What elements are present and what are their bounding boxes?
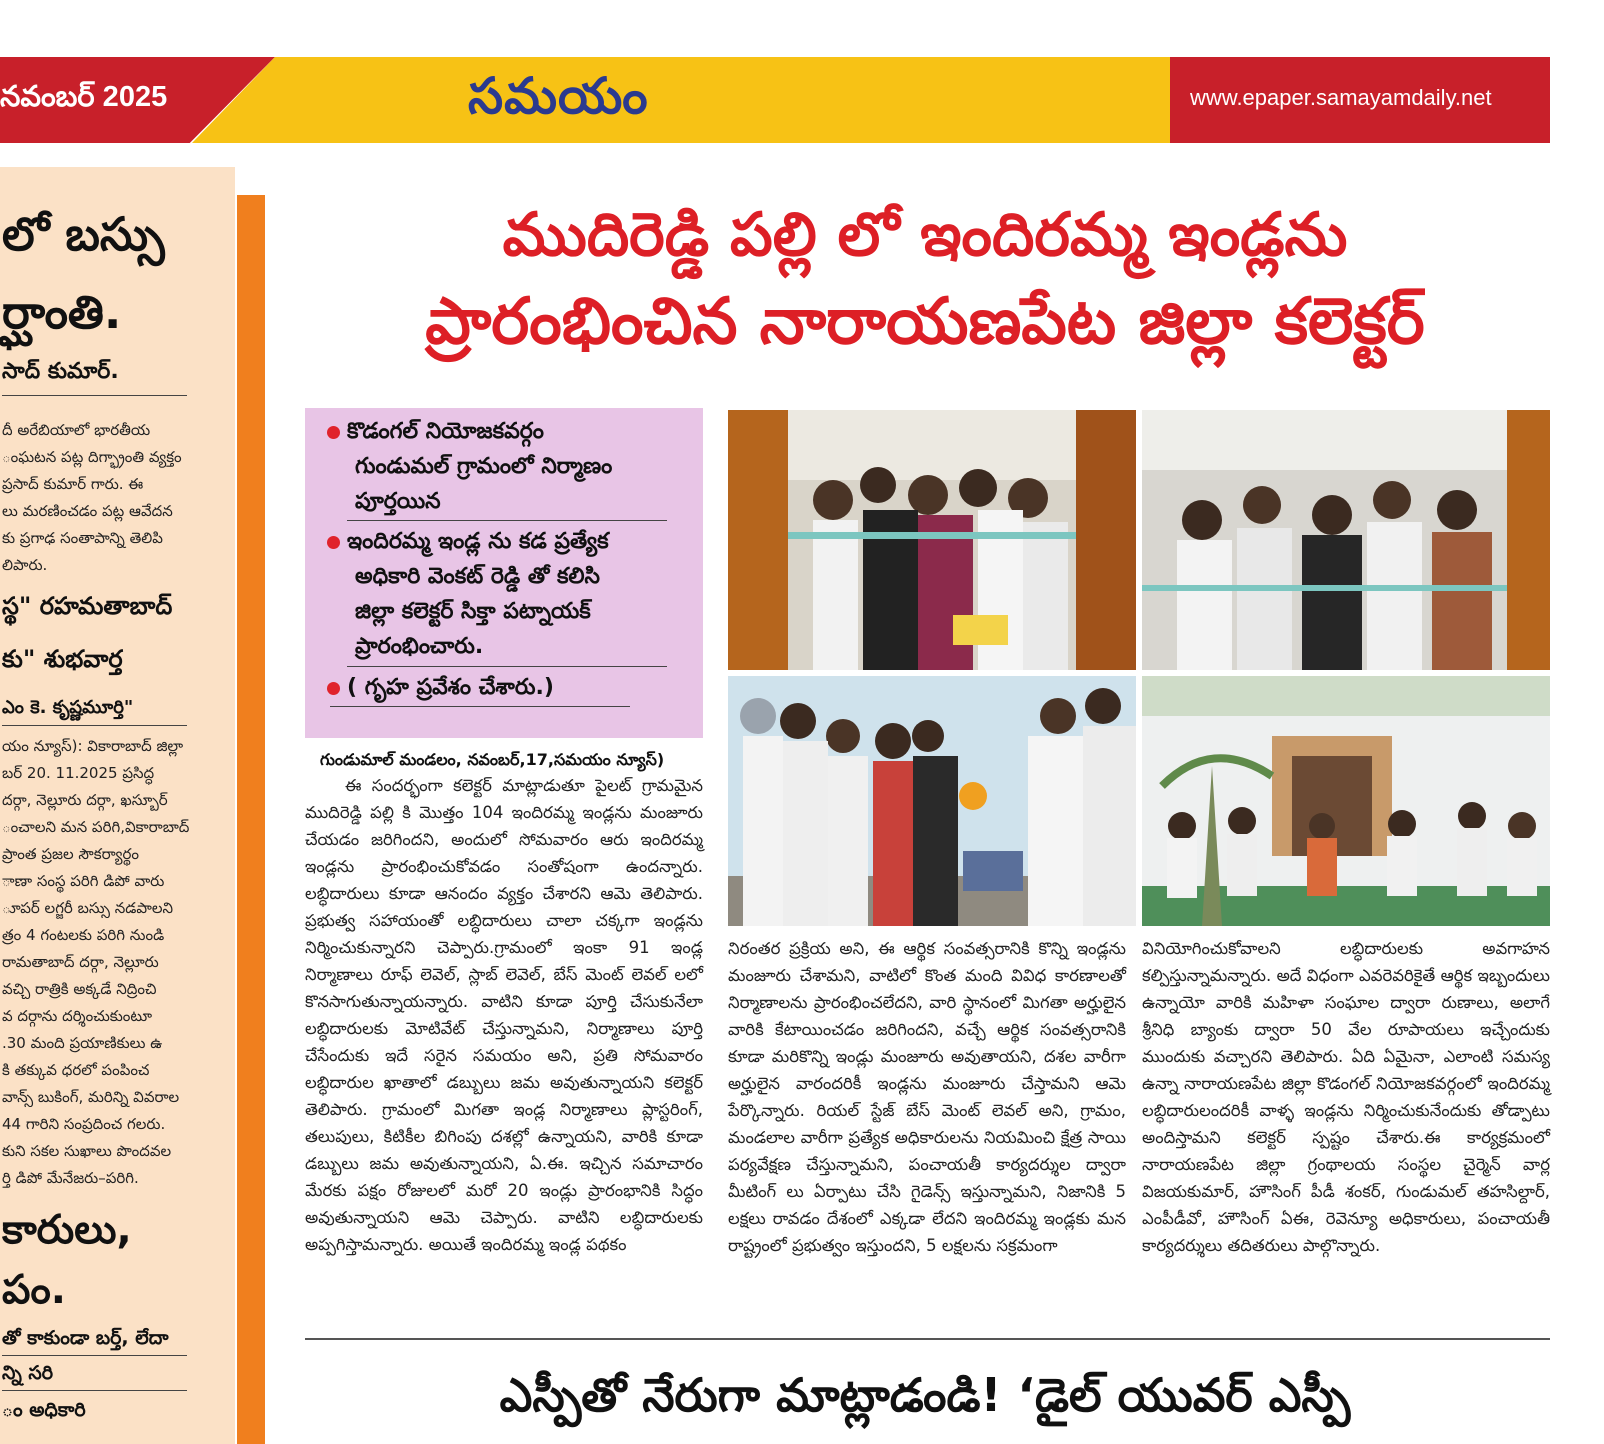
left-subhead-5: ం అధికారి (2, 1399, 86, 1421)
article-column-1 (305, 772, 703, 1258)
left-para-line: రామతాబాద్ దర్గా, నెల్లూరు (2, 953, 159, 971)
left-para-line: ర్తి డిపో మేనేజరు–పరిగి. (2, 1169, 139, 1187)
highlights-box (305, 408, 703, 738)
main-headline-line-1: ముదిరెడ్డి పల్లి లో ఇందిరమ్మ ఇండ్లను (502, 200, 1348, 270)
left-para-line: కుని సకల సుఖాలు పొందవల (2, 1142, 172, 1160)
bullet-icon (327, 426, 340, 439)
left-para-line: ప్రాంత ప్రజల సౌకర్యార్థం (2, 845, 140, 863)
left-para-line: ంచాలని మన పరిగి,వికారాబాద్ (2, 818, 190, 836)
left-sub-byline: ఎం కె. కృష్ణమూర్తి" (2, 697, 134, 718)
issue-date: నవంబర్ 2025 (0, 81, 168, 113)
photo-house-entrance (1142, 676, 1550, 926)
article-text: నిరంతర ప్రక్రియ అని, ఈ ఆర్థిక సంవత్సరానికి కొన్ని ఇండ్లను మంజూరు చేశామని, వాటిలో కొంత మంది వివిధ కారణాలతో నిర్మాణాలను ప్రారంభించలేదని, వారి స్థానంలో మిగతా అర్హులైన వారికి కేటాయించడం జరిగిందని, వచ్చే ఆర్థిక సంవత్సరానికి కూడా మరికొన్ని ఇండ్లు మంజూరు అవుతాయని, దశల వారీగా అర్హులైన వారందరికీ ఇండ్లను మంజూరు చేస్తామని ఆమె పేర్కొన్నారు. రియల్ స్టేజ్ బేస్ మెంట్ లెవల్ అని, గ్రామం, మండలాల వారీగా ప్రత్యేక అధికారులను నియమించి క్షేత్ర సాయి పర్యవేక్షణ చేస్తున్నామని, పంచాయతీ కార్యదర్శుల ద్వారా మీటింగ్ లు ఏర్పాటు చేసి గైడెన్స్ ఇస్తున్నామని, నిజానికి 5 లక్షలు రావడం దేశంలో ఎక్కడా లేదని ఇందిరమ్మ ఇండ్లకు మన రాష్ట్రంలో ప్రభుత్వం ఇస్తుందని, 5 లక్షలను సక్రమంగా (728, 939, 1126, 1255)
bullet-icon (327, 682, 340, 695)
article-column-2 (728, 935, 1126, 1259)
left-para-line: .30 మంది ప్రయాణికులు ఉ (2, 1034, 163, 1052)
left-para-line: ప్రసాద్ కుమార్ గారు. ఈ (2, 475, 144, 493)
left-subhead-3: తో కాకుండా బర్త్, లేదా (2, 1327, 169, 1349)
article-dateline: గుండుమాల్ మండలం, నవంబర్,17,సమయం న్యూస్) (320, 750, 665, 769)
left-para-line: లిపారు. (2, 556, 48, 574)
left-byline: సాద్ కుమార్. (2, 359, 119, 384)
highlight-line: గుండుమల్ గ్రామంలో నిర్మాణం (355, 454, 613, 479)
left-para-line: త్రం 4 గంటలకు పరిగి నుండి (2, 926, 165, 944)
left-para-line: లు మరణించడం పట్ల ఆవేదన (2, 502, 173, 520)
left-para-line: ూపర్ లగ్జరీ బస్సు నడపాలని (2, 899, 174, 917)
left-subhead-4: న్ని సరి (2, 1362, 54, 1384)
left-para-line: వాన్స్ బుకింగ్, మరిన్ని వివరాల (2, 1088, 180, 1106)
left-para-line: వ దర్గాను దర్శించుకుంటూ (2, 1007, 153, 1025)
highlight-underline (347, 520, 667, 521)
left-divider (2, 1355, 187, 1356)
highlight-item-3 (347, 670, 554, 705)
masthead-yellow-band (192, 57, 1170, 143)
highlight-line: జిల్లా కలెక్టర్ సిక్తా పట్నాయక్ (355, 599, 591, 624)
left-divider (2, 395, 187, 396)
highlight-line: పూర్తయిన (355, 489, 441, 514)
newspaper-logo: సమయం (468, 67, 649, 125)
photo-ribbon-cutting-2 (1142, 410, 1550, 670)
highlight-line: కొడంగల్ నియోజకవర్గం (347, 419, 544, 444)
left-para-line: యం న్యూస్): వికారాబాద్ జిల్లా (2, 737, 184, 755)
left-headline-line-3: కారులు, (2, 1207, 132, 1253)
left-para-line: బర్ 20. 11.2025 ప్రసిద్ధ (2, 764, 155, 782)
highlight-line: ప్రారంభించారు. (355, 634, 484, 659)
left-headline-line-2: ర్ఘాంతి. (2, 285, 122, 339)
article-text: ఈ సందర్భంగా కలెక్టర్ మాట్లాడుతూ పైలట్ గ్రామమైన ముదిరెడ్డి పల్లి కి మొత్తం 104 ఇందిరమ్మ ఇండ్లను మంజూరు చేయడం జరిగిందని, అందులో సోమవారం ఆరు ఇందిరమ్మ ఇండ్లను ప్రారంభించుకోవడం సంతోషంగా ఉందన్నారు. లబ్ధిదారులు కూడా ఆనందం వ్యక్తం చేశారని ఆమె తెలిపారు. ప్రభుత్వ సహాయంతో లబ్ధిదారులు చాలా చక్కగా ఇండ్లను నిర్మించుకున్నారని చెప్పారు.గ్రామంలో ఇంకా 91 ఇండ్ల నిర్మాణాలు రూఫ్ లెవెల్, స్లాబ్ లెవెల్, బేస్ మెంట్ లెవల్ లలో కొనసాగుతున్నాయన్నారు. వాటిని కూడా పూర్తి చేసుకునేలా లబ్ధిదారులకు మోటివేట్ చేస్తున్నామని, నిర్మాణాలు పూర్తి చేసేందుకు ఇదే సరైన సమయం అని, ప్రతి సోమవారం లబ్ధిదారుల ఖాతాలో డబ్బులు జమ అవుతున్నాయని కలెక్టర్ తెలిపారు. గ్రామంలో మిగతా ఇండ్ల నిర్మాణాలు ప్లాస్టరింగ్, తలుపులు, కిటికీల బిగింపు దశల్లో ఉన్నాయని, వారికి కూడా డబ్బులు జమ అవుతున్నాయని, ఏ.ఈ. ఇచ్చిన సమాచారం మేరకు పక్షం రోజులలో మరో 20 ఇండ్లు ప్రారంభానికి సిద్ధం అవుతున్నాయని ఆమె చెప్పారు. వాటిని లబ్ధిదారులకు అప్పగిస్తామన్నారు. అయితే ఇందిరమ్మ ఇండ్ల పథకం (305, 776, 703, 1254)
section-divider (305, 1338, 1550, 1340)
masthead (0, 57, 1550, 143)
highlight-underline (347, 666, 667, 667)
highlight-underline (330, 706, 630, 707)
photo-puja-ceremony (728, 676, 1136, 926)
left-subhead-2: కు" శుభవార్త (2, 645, 123, 673)
epaper-url[interactable]: www.epaper.samayamdaily.net (1190, 85, 1492, 110)
left-story-column (0, 167, 235, 1444)
main-headline-line-2: ప్రారంభించిన నారాయణపేట జిల్లా కలెక్టర్ (425, 285, 1425, 359)
highlight-line: ( గృహ ప్రవేశం చేశారు.) (347, 675, 554, 700)
left-para-line: వచ్చి రాత్రికి అక్కడే నిద్రించి (2, 980, 157, 998)
next-story-headline: ఎస్పీతో నేరుగా మాట్లాడండి! ‘డైల్ యువర్ ఎస్పీ (499, 1368, 1351, 1422)
left-subhead-1: స్థ" రహమతాబాద్ (2, 592, 173, 620)
left-headline-line-1: లో బస్సు (2, 207, 165, 261)
article-column-3 (1142, 935, 1550, 1259)
highlight-line: అధికారి వెంకట్ రెడ్డి తో కలిసి (355, 564, 601, 589)
left-para-line: ంఘటన పట్ల దిగ్భ్రాంతి వ్యక్తం (2, 448, 182, 466)
left-headline-line-4: పం. (2, 1267, 66, 1313)
left-divider (2, 1390, 187, 1391)
highlight-item-2 (347, 524, 609, 664)
orange-column-rule (237, 195, 265, 1444)
left-para-line: దీ అరేబియాలో భారతీయ (2, 421, 151, 439)
highlight-line: ఇందిరమ్మ ఇండ్ల ను కడ ప్రత్యేక (347, 529, 609, 554)
article-text: వినియోగించుకోవాలని లబ్ధిదారులకు అవగాహన కల్పిస్తున్నామన్నారు. అదే విధంగా ఎవరెవరికైతే ఆర్థిక ఇబ్బందులు ఉన్నాయో వారికి మహిళా సంఘాల ద్వారా రుణాలు, అలాగే శ్రీనిధి బ్యాంకు ద్వారా 50 వేల రూపాయలు ఇచ్చేందుకు ముందుకు వచ్చారని తెలిపారు. ఏది ఏమైనా, ఎలాంటి సమస్య ఉన్నా నారాయణపేట జిల్లా కొడంగల్ నియోజకవర్గంలో ఇందిరమ్మ లబ్ధిదారులందరికీ వాళ్ళ ఇండ్లను నిర్మించుకునేందుకు తోడ్పాటు అందిస్తామని కలెక్టర్ స్పష్టం చేశారు.ఈ కార్యక్రమంలో నారాయణపేట జిల్లా గ్రంథాలయ సంస్థల చైర్మెన్ వార్ల విజయకుమార్, హౌసింగ్ పీడీ శంకర్, గుండుమల్ తహసిల్దార్, ఎంపీడీవో, హౌసింగ్ ఏఈ, రెవెన్యూ అధికారులు, పంచాయతీ కార్యదర్శులు తదితరులు పాల్గొన్నారు. (1142, 939, 1550, 1255)
left-para-line: ాణా సంస్థ పరిగి డిపో వారు (2, 872, 165, 890)
left-para-line: కు ప్రగాఢ సంతాపాన్ని తెలిపి (2, 529, 163, 547)
highlight-item-1 (347, 414, 612, 519)
left-para-line: కి తక్కువ ధరలో పంపించ (2, 1061, 150, 1079)
left-para-line: 44 గారిని సంప్రదించ గలరు. (2, 1115, 166, 1133)
photo-ribbon-cutting-1 (728, 410, 1136, 670)
left-para-line: దర్గా, నెల్లూరు దర్గా, ఖస్బూర్ (2, 791, 168, 809)
bullet-icon (327, 536, 340, 549)
left-divider (2, 725, 187, 726)
